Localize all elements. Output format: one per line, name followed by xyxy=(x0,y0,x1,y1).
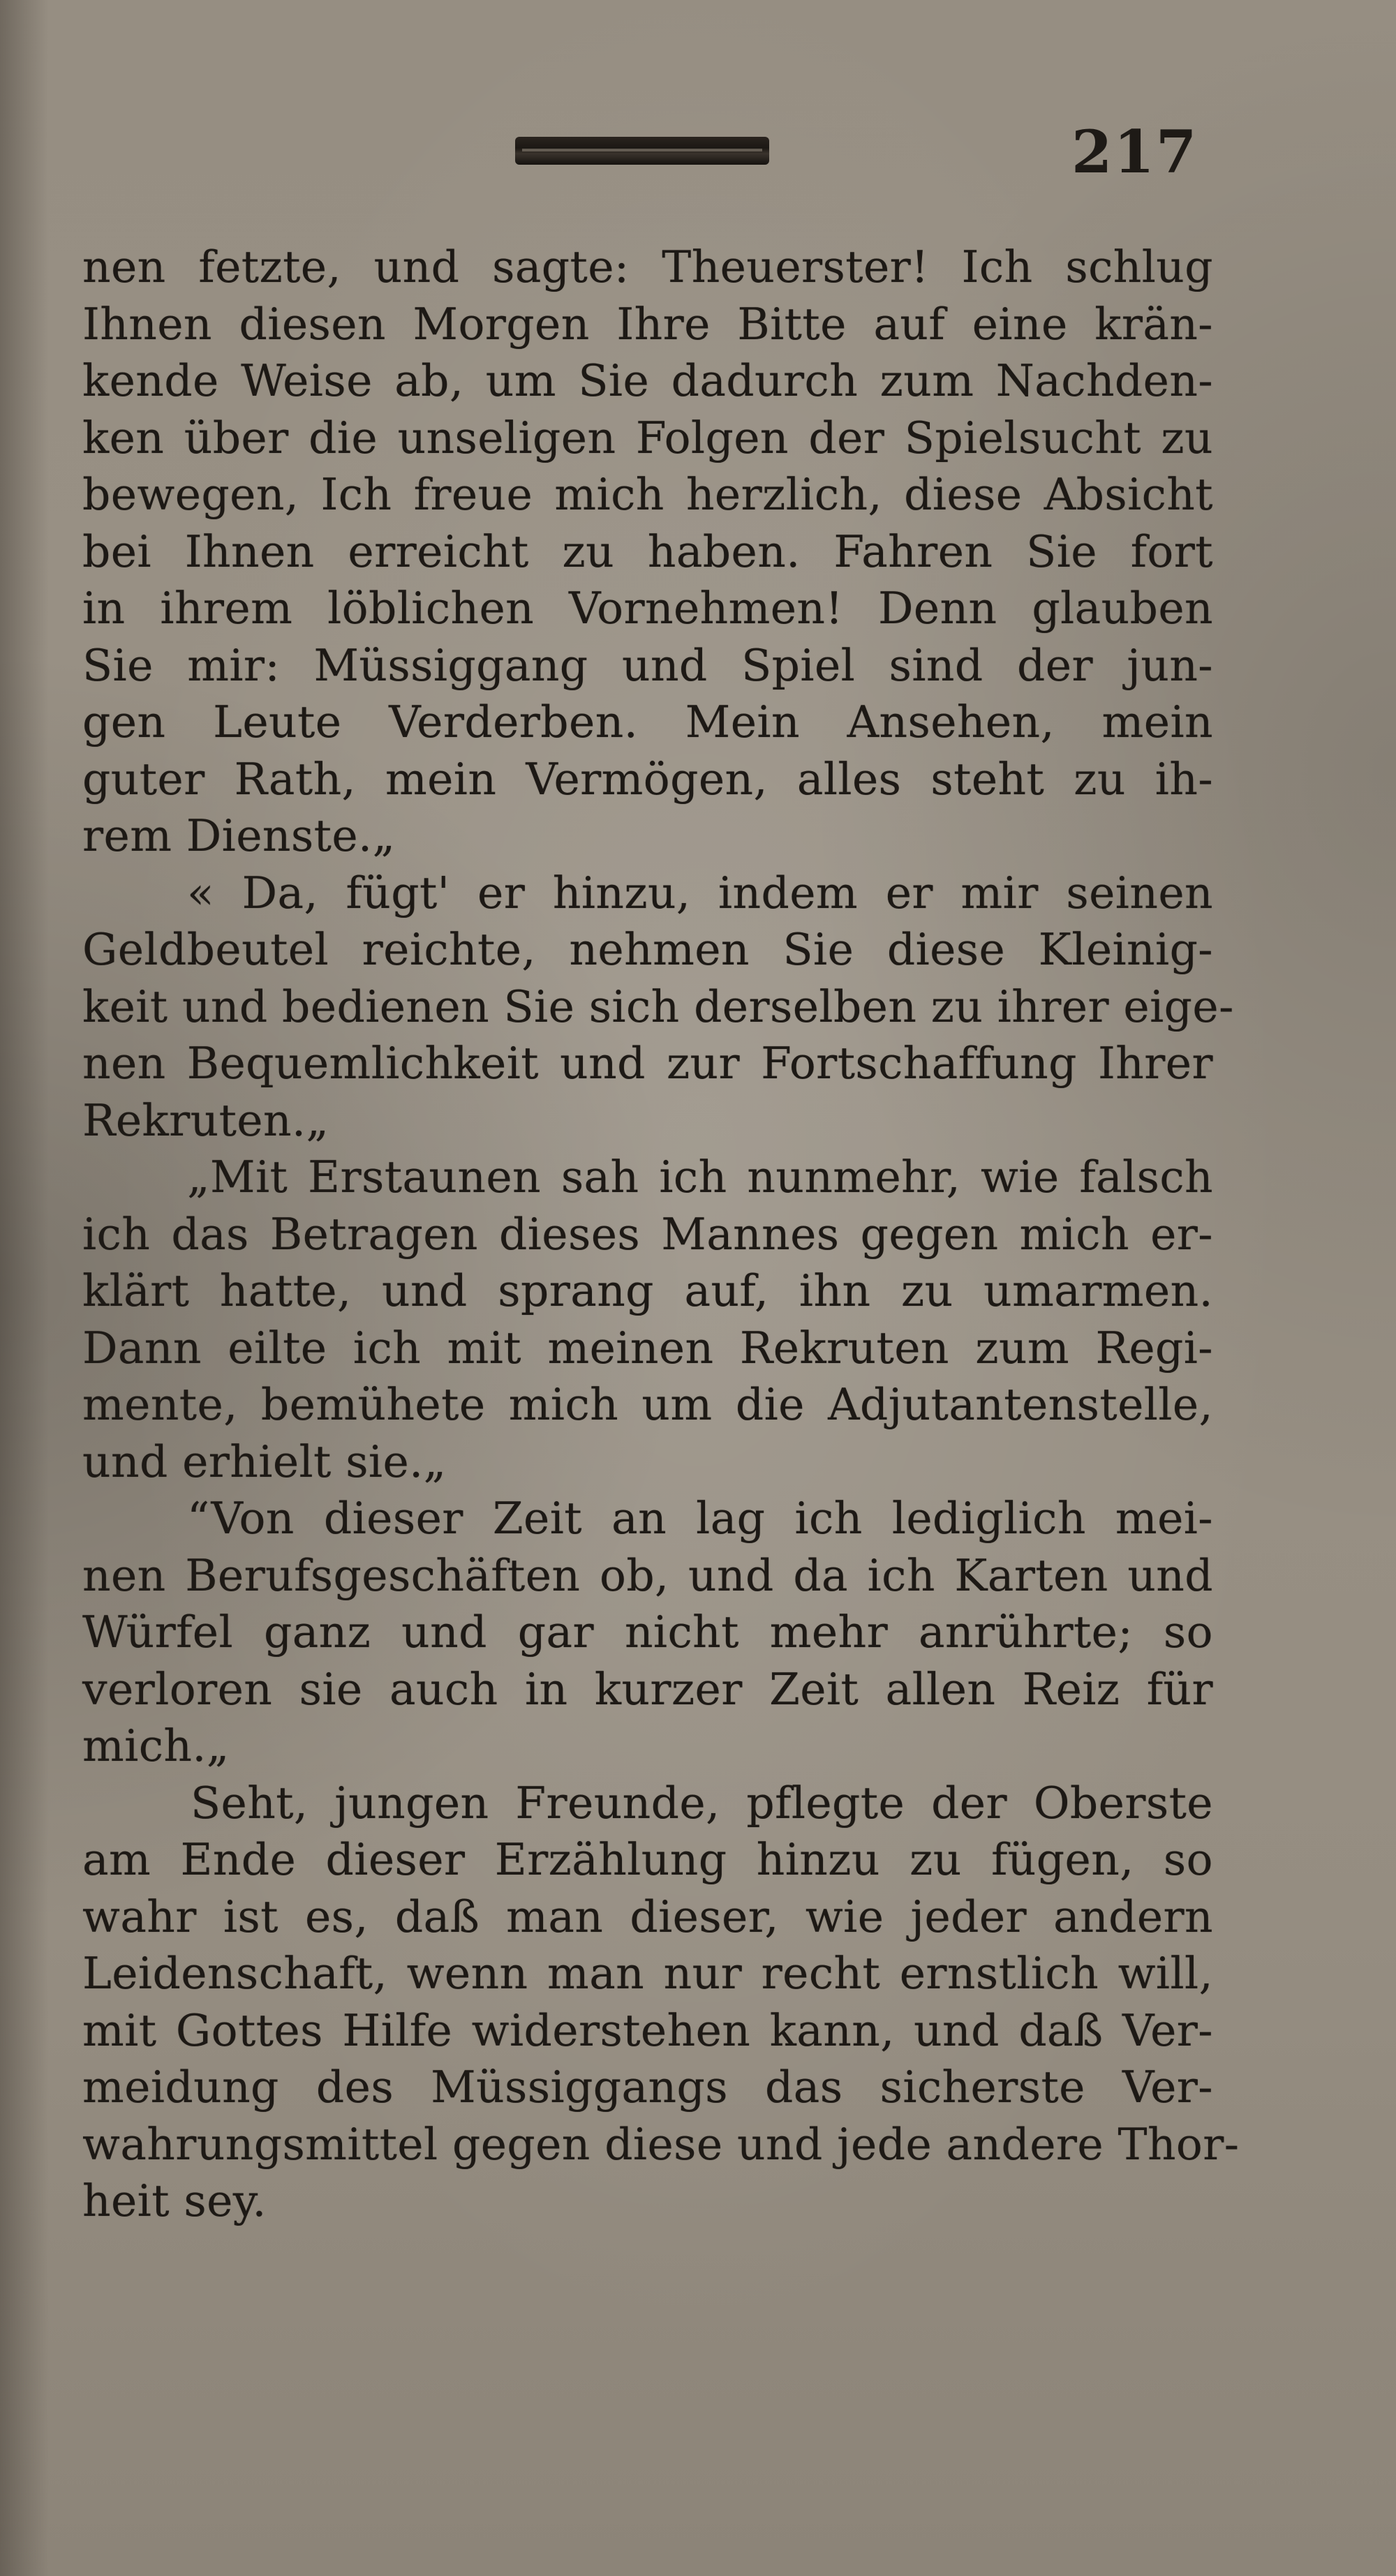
text-line: Seht, jungen Freunde, pflegte der Oberste xyxy=(191,1777,1213,1829)
text-line: mich.„ xyxy=(82,1720,230,1771)
page-number: 217 xyxy=(1071,117,1198,186)
text-line: mente, bemühete mich um die Adjutantenstelle, xyxy=(82,1379,1213,1430)
text-line: Rekruten.„ xyxy=(82,1094,329,1146)
text-line: Würfel ganz und gar nicht mehr anrührte; so xyxy=(82,1607,1213,1658)
text-line: bewegen, Ich freue mich herzlich, diese Absicht xyxy=(82,469,1213,520)
text-line: in ihrem löblichen Vornehmen! Denn glauben xyxy=(82,583,1213,634)
text-line: gen Leute Verderben. Mein Ansehen, mein xyxy=(82,697,1213,747)
text-line: guter Rath, mein Vermögen, alles steht zu ih- xyxy=(82,753,1213,805)
text-line: „Mit Erstaunen sah ich nunmehr, wie falsch xyxy=(187,1152,1213,1203)
gutter-shadow xyxy=(0,0,49,2576)
text-line: « Da, fügt' er hinzu, indem er mir seinen xyxy=(187,867,1213,918)
body-text xyxy=(82,239,1240,2230)
text-line: keit und bedienen Sie sich derselben zu ihrer eige- xyxy=(82,981,1234,1032)
text-line: klärt hatte, und sprang auf, ihn zu umarmen. xyxy=(82,1265,1213,1316)
text-line: am Ende dieser Erzählung hinzu zu fügen, so xyxy=(82,1834,1213,1885)
text-line: nen Bequemlichkeit und zur Fortschaffung Ihrer xyxy=(82,1038,1213,1089)
text-line: ken über die unseligen Folgen der Spielsucht zu xyxy=(82,412,1213,463)
text-line: verloren sie auch in kurzer Zeit allen Reiz für xyxy=(82,1663,1213,1715)
header-ornament-rule xyxy=(515,137,769,165)
text-line: heit sey. xyxy=(82,2175,267,2226)
text-line: meidung des Müssiggangs das sicherste Ver- xyxy=(82,2062,1213,2113)
text-line: Geldbeutel reichte, nehmen Sie diese Kleinig- xyxy=(82,924,1213,975)
text-line: Sie mir: Müssiggang und Spiel sind der jun- xyxy=(82,639,1213,691)
text-line: kende Weise ab, um Sie dadurch zum Nachden- xyxy=(82,355,1213,406)
text-line: mit Gottes Hilfe widerstehen kann, und daß Ver- xyxy=(82,2004,1213,2056)
text-line: ich das Betragen dieses Mannes gegen mich er- xyxy=(82,1208,1213,1260)
text-line: und erhielt sie.„ xyxy=(82,1436,447,1487)
text-line: wahr ist es, daß man dieser, wie jeder andern xyxy=(82,1891,1213,1942)
text-line: nen Berufsgeschäften ob, und da ich Karten und xyxy=(82,1549,1213,1601)
text-line: Leidenschaft, wenn man nur recht ernstlich will, xyxy=(82,1948,1213,1999)
text-line: Dann eilte ich mit meinen Rekruten zum Regi- xyxy=(82,1322,1213,1373)
text-line: “Von dieser Zeit an lag ich lediglich mei- xyxy=(187,1493,1213,1544)
text-line: wahrungsmittel gegen diese und jede andere Thor- xyxy=(82,2118,1240,2170)
text-line: nen fetzte, und sagte: Theuerster! Ich schlug xyxy=(82,241,1213,292)
text-line: Ihnen diesen Morgen Ihre Bitte auf eine krän- xyxy=(82,298,1213,350)
text-line: bei Ihnen erreicht zu haben. Fahren Sie fort xyxy=(82,526,1213,577)
text-line: rem Dienste.„ xyxy=(82,810,396,861)
